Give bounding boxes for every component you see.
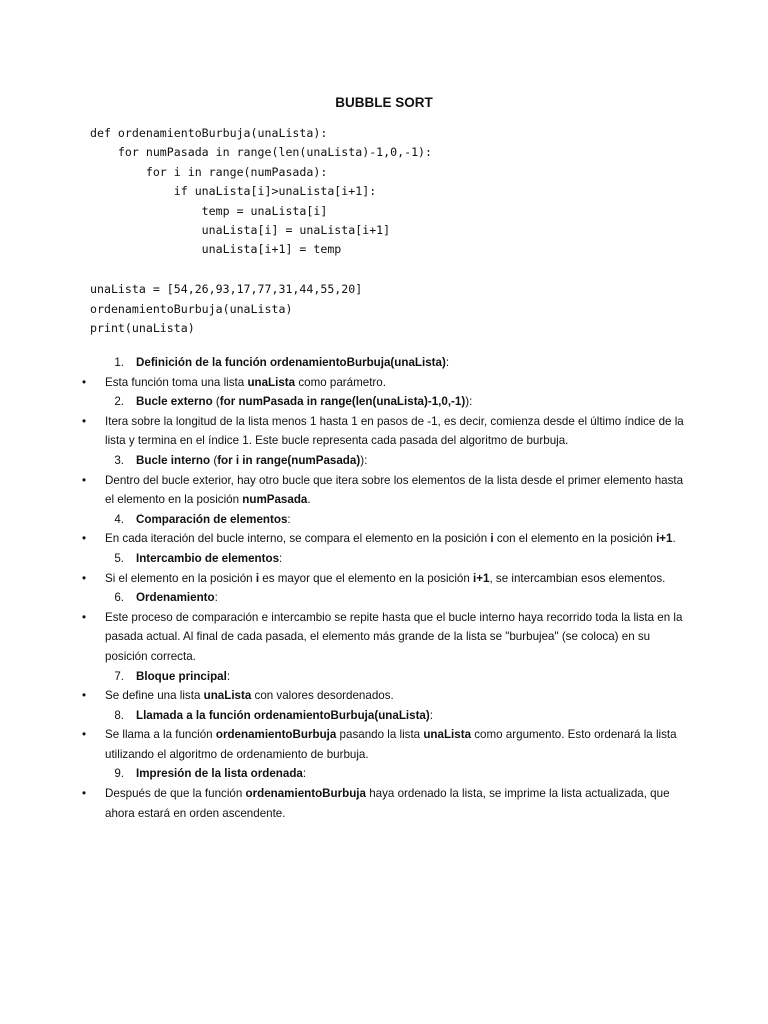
item-number: 2. [114, 395, 124, 409]
item-heading-line [136, 764, 306, 784]
bullet-text: En cada iteración del bucle interno, se compara el elemento en la posición [105, 532, 491, 546]
bullet-bold-text: ordenamientoBurbuja [215, 728, 337, 742]
bullet-item [0, 686, 685, 706]
code-line: print(unaLista) [90, 320, 195, 335]
item-heading-suffix: : [226, 669, 231, 683]
bullet-text: . [307, 493, 311, 507]
bullet-bold-text: i+1 [656, 532, 673, 546]
bullet-icon: • [82, 414, 87, 428]
bullet-item [0, 725, 685, 764]
code-line: temp = unaLista[i] [90, 203, 328, 218]
code-line: unaLista[i] = unaLista[i+1] [90, 222, 391, 237]
bullet-bold-text: i [490, 532, 494, 546]
bullet-text: Dentro del bucle exterior, hay otro bucle que itera sobre los elementos de la lista desde el primer elemento hasta el elemento en la posición [105, 473, 684, 507]
bullet-icon: • [82, 689, 87, 703]
item-heading-suffix: : [214, 591, 218, 605]
item-number: 8. [114, 708, 124, 722]
bullet-text: Este proceso de comparación e intercambio se repite hasta que el bucle interno haya recorrido toda la lista en la pasada actual. Al final de cada pasada, el elemento más grande de la lista se "burbujea" (se coloca) en su posición correcta. [105, 610, 683, 663]
bullet-text: con el elemento en la posición [493, 532, 657, 546]
item-heading: Bucle externo [136, 395, 213, 409]
item-heading: Bucle interno [136, 453, 211, 467]
bullet-icon: • [82, 375, 87, 389]
bullet-text: . [672, 532, 676, 546]
item-heading-suffix: : [287, 512, 291, 526]
item-heading-line [136, 706, 433, 726]
bullet-item [0, 373, 685, 393]
bullet-bold-text: unaLista [247, 375, 296, 389]
bullet-icon: • [82, 610, 87, 624]
item-heading-suffix: : [279, 551, 283, 565]
bullet-text: como parámetro. [295, 375, 386, 389]
numbered-item [0, 549, 768, 569]
bullet-item [0, 569, 685, 589]
item-number: 7. [114, 669, 124, 683]
item-number: 5. [114, 551, 124, 565]
bullet-text: , se intercambian esos elementos. [489, 571, 666, 585]
item-heading: Comparación de elementos [136, 512, 288, 526]
item-heading-code: for numPasada in range(len(unaLista)-1,0,-1) [219, 395, 466, 409]
item-heading-line [136, 510, 291, 530]
item-heading: Definición de la función ordenamientoBurbuja(unaLista) [136, 356, 446, 369]
numbered-item [0, 588, 768, 608]
item-heading-suffix: : [302, 767, 307, 781]
code-blank-line [90, 260, 432, 280]
bullet-text: con valores desordenados. [251, 689, 394, 703]
bullet-bold-text: unaLista [423, 728, 472, 742]
item-heading-code: for i in range(numPasada) [217, 453, 361, 467]
code-block [90, 124, 432, 338]
item-number: 1. [114, 356, 124, 369]
item-heading-line [136, 588, 218, 608]
code-line: if unaLista[i]>unaLista[i+1]: [90, 184, 377, 199]
item-heading: Intercambio de elementos [136, 551, 280, 565]
bullet-item [0, 471, 685, 510]
bullet-text: como argumento. Esto ordenará la lista utilizando el algoritmo de ordenamiento de burbuja. [105, 728, 677, 761]
item-heading: Impresión de la lista ordenada [136, 767, 303, 781]
bullet-text: Se define una lista [105, 689, 204, 703]
bullet-text: Si el elemento en la posición [105, 571, 256, 585]
item-heading-line [136, 451, 367, 471]
bullet-text: Itera sobre la longitud de la lista menos 1 hasta 1 en pasos de -1, es decir, comienza desde el último índice de la lista y termina en el índice 1. Este bucle representa cada pasada del algoritmo de burbuja. [105, 414, 684, 448]
bullet-bold-text: numPasada [242, 493, 308, 507]
bullet-bold-text: i [255, 571, 260, 585]
item-heading-paren: ( [210, 453, 218, 467]
code-line: unaLista[i+1] = temp [90, 242, 342, 257]
bullet-bold-text: unaLista [203, 689, 252, 703]
numbered-item [0, 510, 768, 530]
bullet-item [0, 784, 685, 823]
item-heading-suffix: : [429, 708, 433, 722]
item-heading-suffix: : [445, 356, 450, 369]
item-number: 9. [114, 767, 124, 781]
bullet-icon: • [82, 571, 87, 585]
page-title: BUBBLE SORT [335, 95, 433, 110]
item-heading: Bloque principal [136, 669, 227, 683]
item-number: 3. [114, 453, 124, 467]
bullet-text: Esta función toma una lista [105, 375, 248, 389]
bullet-icon: • [82, 728, 87, 742]
numbered-item [0, 392, 768, 412]
item-heading-paren: ( [212, 395, 220, 409]
bullet-text: haya ordenado la lista, se imprime la lista actualizada, que ahora estará en orden ascendente. [105, 787, 670, 820]
code-line: for i in range(numPasada): [90, 164, 328, 179]
item-heading: Llamada a la función ordenamientoBurbuja(unaLista) [136, 708, 430, 722]
item-heading-line [136, 392, 472, 412]
bullet-item [0, 412, 685, 451]
code-line: def ordenamientoBurbuja(unaLista): [90, 126, 328, 140]
bullet-bold-text: i+1 [473, 571, 490, 585]
item-heading-line [136, 549, 282, 569]
numbered-item [0, 706, 768, 726]
numbered-item [0, 667, 768, 687]
bullet-text: es mayor que el elemento en la posición [259, 571, 474, 585]
numbered-item [0, 764, 768, 784]
code-line: unaLista = [54,26,93,17,77,31,44,55,20] [90, 282, 363, 297]
bullet-icon: • [82, 787, 87, 801]
explanation-list [0, 353, 768, 823]
bullet-icon: • [82, 473, 87, 487]
bullet-icon: • [82, 532, 87, 546]
bullet-text: Se llama a la función [105, 728, 216, 742]
item-heading: Ordenamiento [136, 591, 215, 605]
item-number: 4. [114, 512, 124, 526]
numbered-item [0, 451, 768, 471]
item-number: 6. [114, 591, 124, 605]
bullet-text: pasando la lista [336, 728, 424, 742]
bullet-item [0, 608, 685, 667]
item-heading-suffix: ): [465, 395, 473, 409]
bullet-bold-text: ordenamientoBurbuja [245, 787, 366, 801]
item-heading-suffix: ): [360, 453, 368, 467]
numbered-item [0, 353, 768, 373]
bullet-item [0, 529, 685, 549]
bullet-text: Después de que la función [105, 787, 246, 801]
item-heading-line [136, 667, 230, 687]
code-line: for numPasada in range(len(unaLista)-1,0,-1): [90, 145, 433, 160]
item-heading-line [136, 353, 449, 373]
code-line: ordenamientoBurbuja(unaLista) [90, 301, 293, 316]
